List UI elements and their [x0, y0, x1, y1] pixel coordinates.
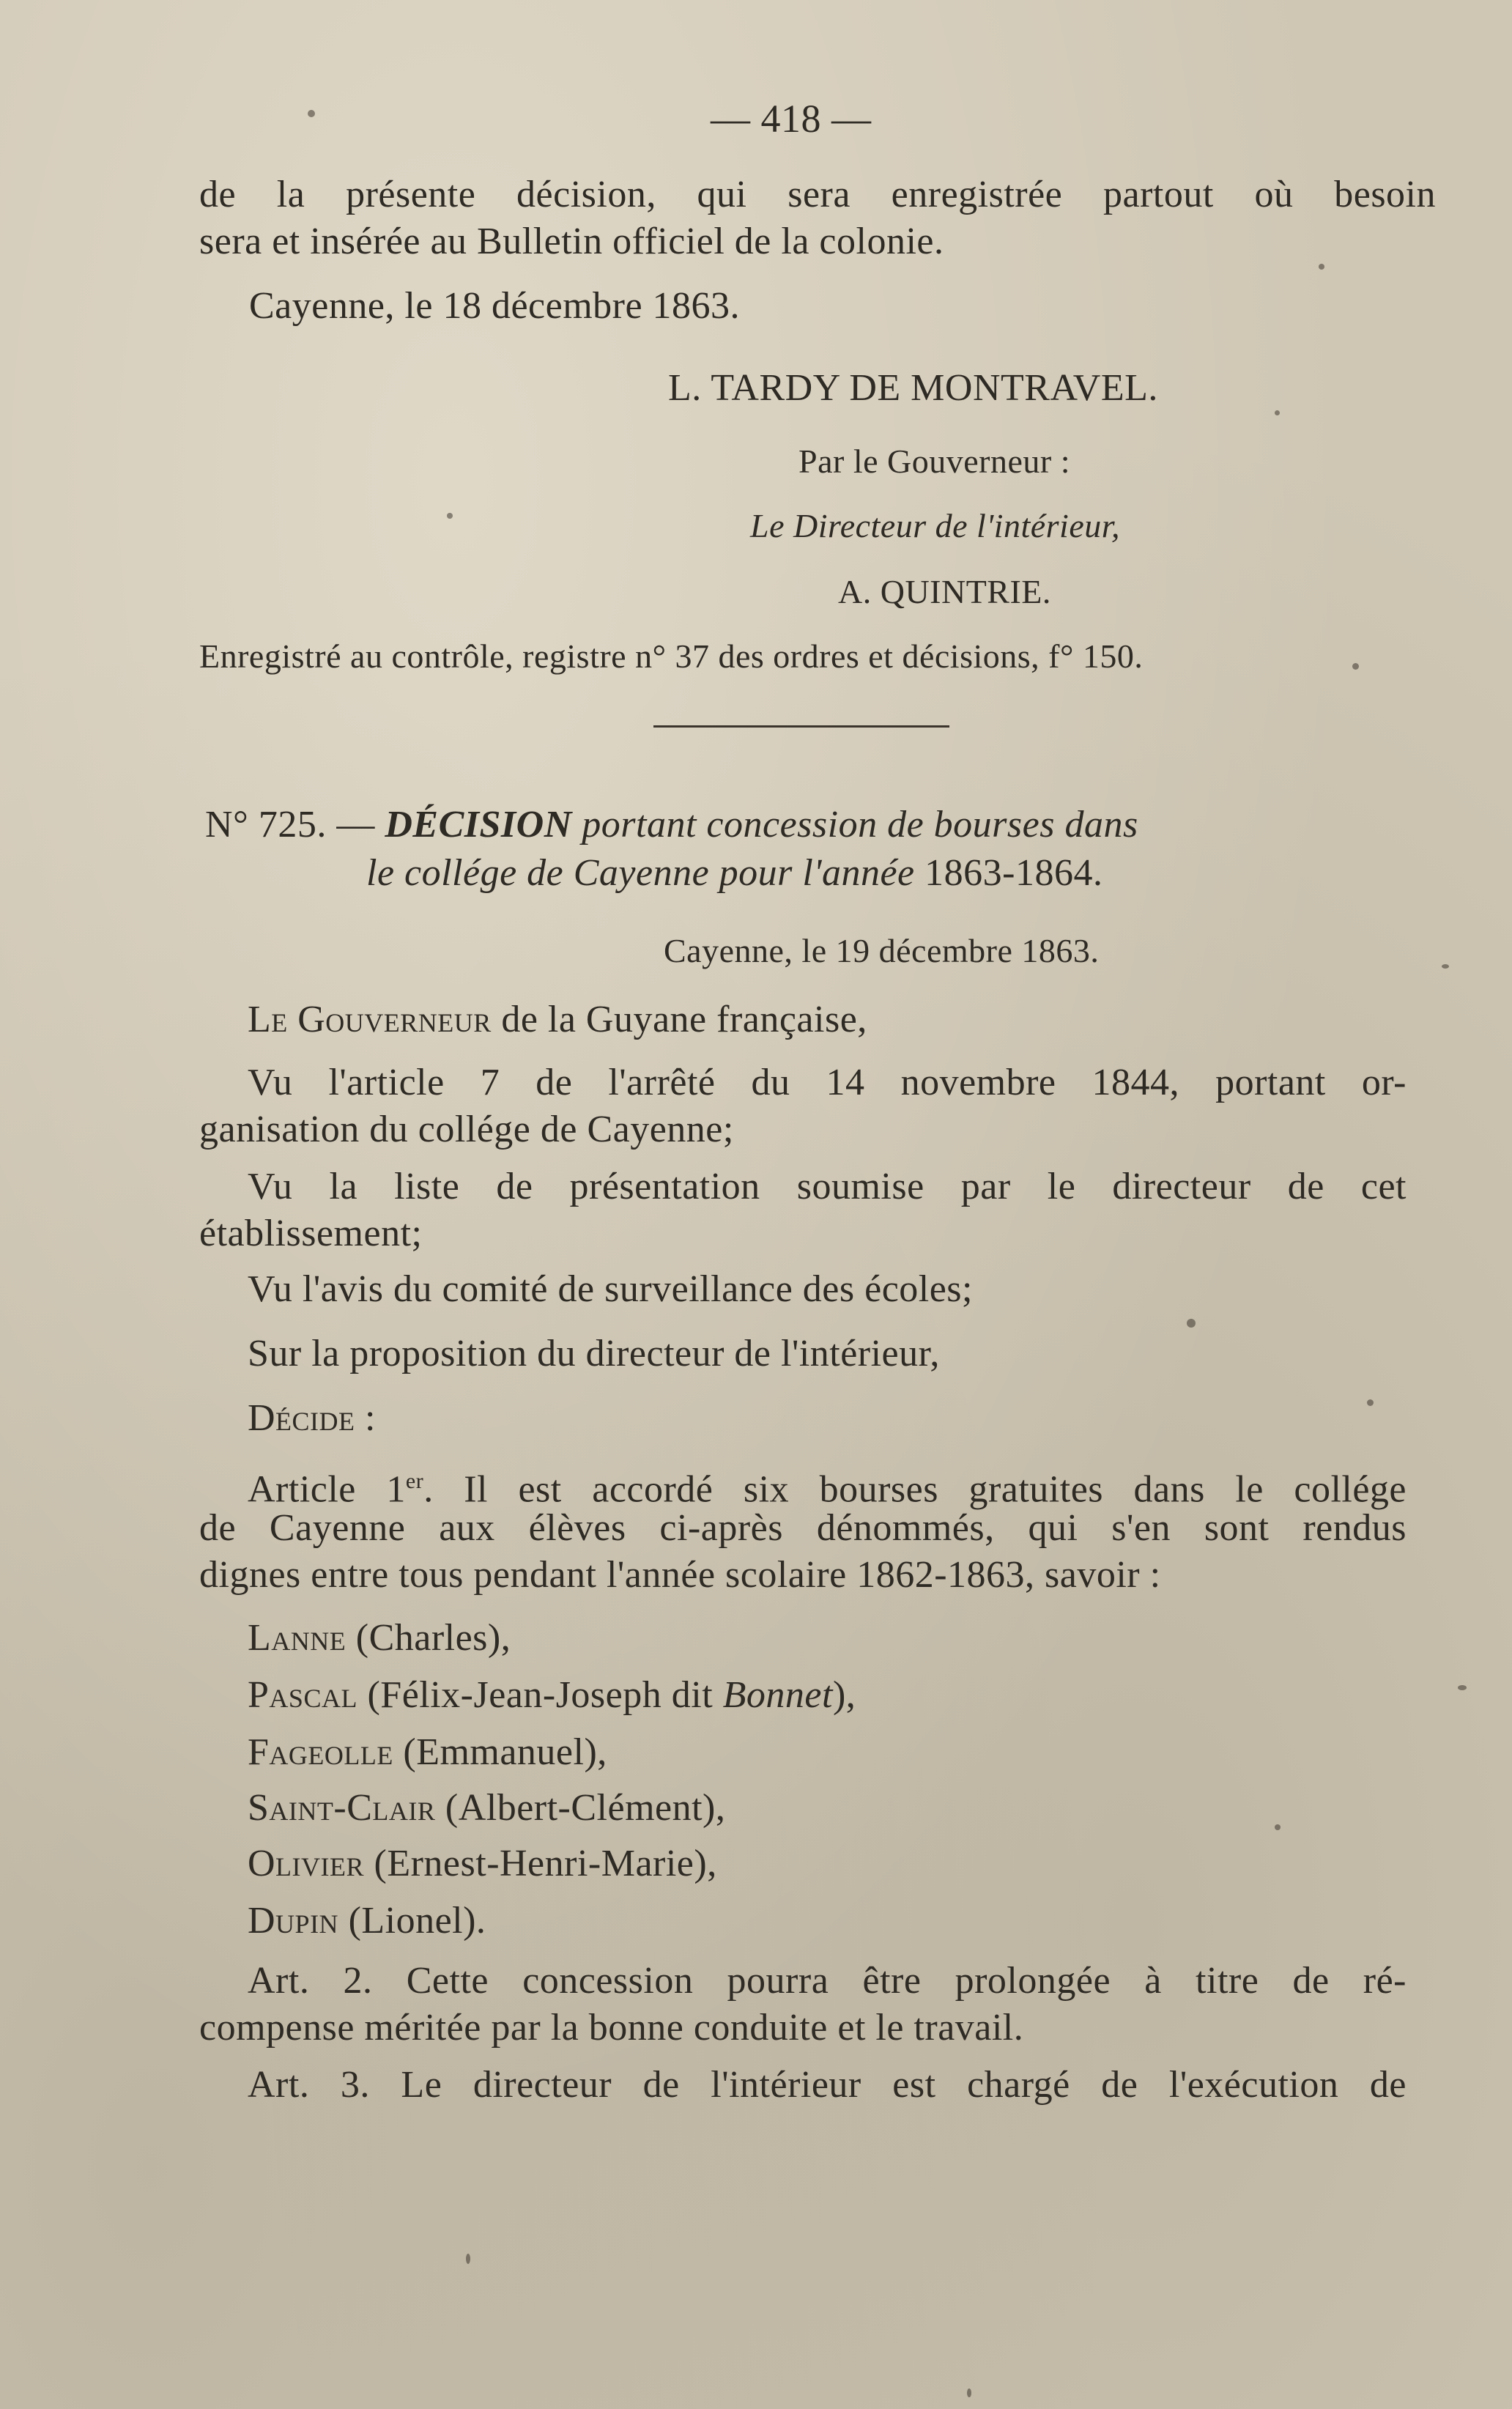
student-surname: Saint-Clair	[248, 1787, 436, 1829]
student-tail: ),	[832, 1674, 856, 1716]
student-olivier	[248, 1840, 717, 1887]
sur-proposition-line: Sur la proposition du directeur de l'intérieur,	[248, 1333, 940, 1374]
decision-date: Cayenne, le 19 décembre 1863.	[664, 932, 1100, 969]
paper-speck	[308, 110, 315, 117]
decision-title-rest: portant concession de bourses dans	[582, 804, 1138, 845]
registration-note: Enregistré au contrôle, registre n° 37 des ordres et décisions, f° 150.	[199, 637, 1144, 675]
paper-speck	[1275, 410, 1280, 415]
student-given: (Félix-Jean-Joseph dit	[357, 1674, 723, 1716]
vu-article-line-1: Vu l'article 7 de l'arrêté du 14 novembre 1844, portant or-	[248, 1062, 1407, 1103]
paper-speck	[1367, 1399, 1374, 1406]
article-1-prefix: Article 1	[248, 1468, 406, 1511]
decision-title-years: 1863-1864.	[924, 852, 1103, 894]
student-nickname: Bonnet	[722, 1674, 833, 1716]
paper-speck	[1442, 964, 1449, 969]
student-surname: Fageolle	[248, 1731, 393, 1773]
governor-title: Le Gouverneur	[248, 999, 492, 1040]
paper-speck	[1187, 1319, 1196, 1328]
article-1-sup: er	[405, 1469, 424, 1493]
student-saint-clair	[248, 1785, 725, 1832]
director-name: A. QUINTRIE.	[838, 573, 1051, 610]
article-3-line-1: Art. 3. Le directeur de l'intérieur est chargé de l'exécution de	[248, 2064, 1407, 2106]
decision-number: N° 725.	[205, 804, 327, 845]
student-lanne	[248, 1615, 511, 1662]
student-pascal	[248, 1672, 856, 1719]
student-given: (Emmanuel),	[393, 1731, 607, 1773]
section-divider	[653, 725, 949, 728]
decision-heading-line-1	[205, 802, 1138, 848]
paper-speck	[1352, 663, 1359, 670]
vu-avis-line: Vu l'avis du comité de surveillance des écoles;	[248, 1268, 973, 1310]
paper-speck	[466, 2254, 470, 2264]
governor-rest: de la Guyane française,	[501, 999, 867, 1040]
article-1-line-2: de Cayenne aux élèves ci-après dénommés, qui s'en sont rendus	[199, 1507, 1407, 1549]
article-2-line-1: Art. 2. Cette concession pourra être prolongée à titre de ré-	[248, 1960, 1407, 2002]
article-2-line-2: compense méritée par la bonne conduite et le travail.	[199, 2007, 1024, 2049]
decision-heading-line-2	[366, 850, 1102, 897]
student-given: (Lionel).	[338, 1900, 486, 1942]
student-surname: Dupin	[248, 1900, 339, 1942]
student-surname: Olivier	[248, 1843, 365, 1884]
paper-speck	[1275, 1824, 1281, 1830]
student-given: (Ernest-Henri-Marie),	[364, 1843, 717, 1884]
governor-line	[248, 996, 867, 1043]
director-title: Le Directeur de l'intérieur,	[750, 507, 1121, 544]
paper-speck	[967, 2388, 971, 2397]
student-given: (Charles),	[346, 1617, 511, 1659]
decision-title-line-2: le collége de Cayenne pour l'année	[366, 852, 915, 894]
student-surname: Pascal	[248, 1674, 357, 1716]
student-given: (Albert-Clément),	[435, 1787, 726, 1829]
student-fageolle	[248, 1729, 607, 1776]
heading-dash: —	[336, 804, 375, 845]
decide-line: Décide :	[248, 1397, 376, 1439]
paper-speck	[447, 513, 453, 519]
intro-line-1: de la présente décision, qui sera enregistrée partout où besoin	[199, 174, 1436, 215]
vu-article-line-2: ganisation du collége de Cayenne;	[199, 1109, 734, 1150]
student-dupin	[248, 1898, 486, 1944]
vu-liste-line-2: établissement;	[199, 1213, 423, 1254]
article-1-line-3: dignes entre tous pendant l'année scolaire 1862-1863, savoir :	[199, 1554, 1161, 1596]
par-le-gouverneur: Par le Gouverneur :	[798, 443, 1070, 480]
intro-line-2: sera et insérée au Bulletin officiel de la colonie.	[199, 221, 944, 262]
decision-title-word: DÉCISION	[385, 804, 572, 845]
vu-liste-line-1: Vu la liste de présentation soumise par le directeur de cet	[248, 1166, 1407, 1207]
paper-speck	[1319, 264, 1324, 270]
article-1-text: . Il est accordé six bourses gratuites dans le collége	[423, 1468, 1407, 1511]
student-surname: Lanne	[248, 1617, 346, 1659]
page-number: — 418 —	[711, 97, 872, 141]
paper-speck	[1458, 1685, 1467, 1690]
signer-name: L. TARDY DE MONTRAVEL.	[668, 367, 1158, 409]
intro-date: Cayenne, le 18 décembre 1863.	[249, 285, 741, 327]
